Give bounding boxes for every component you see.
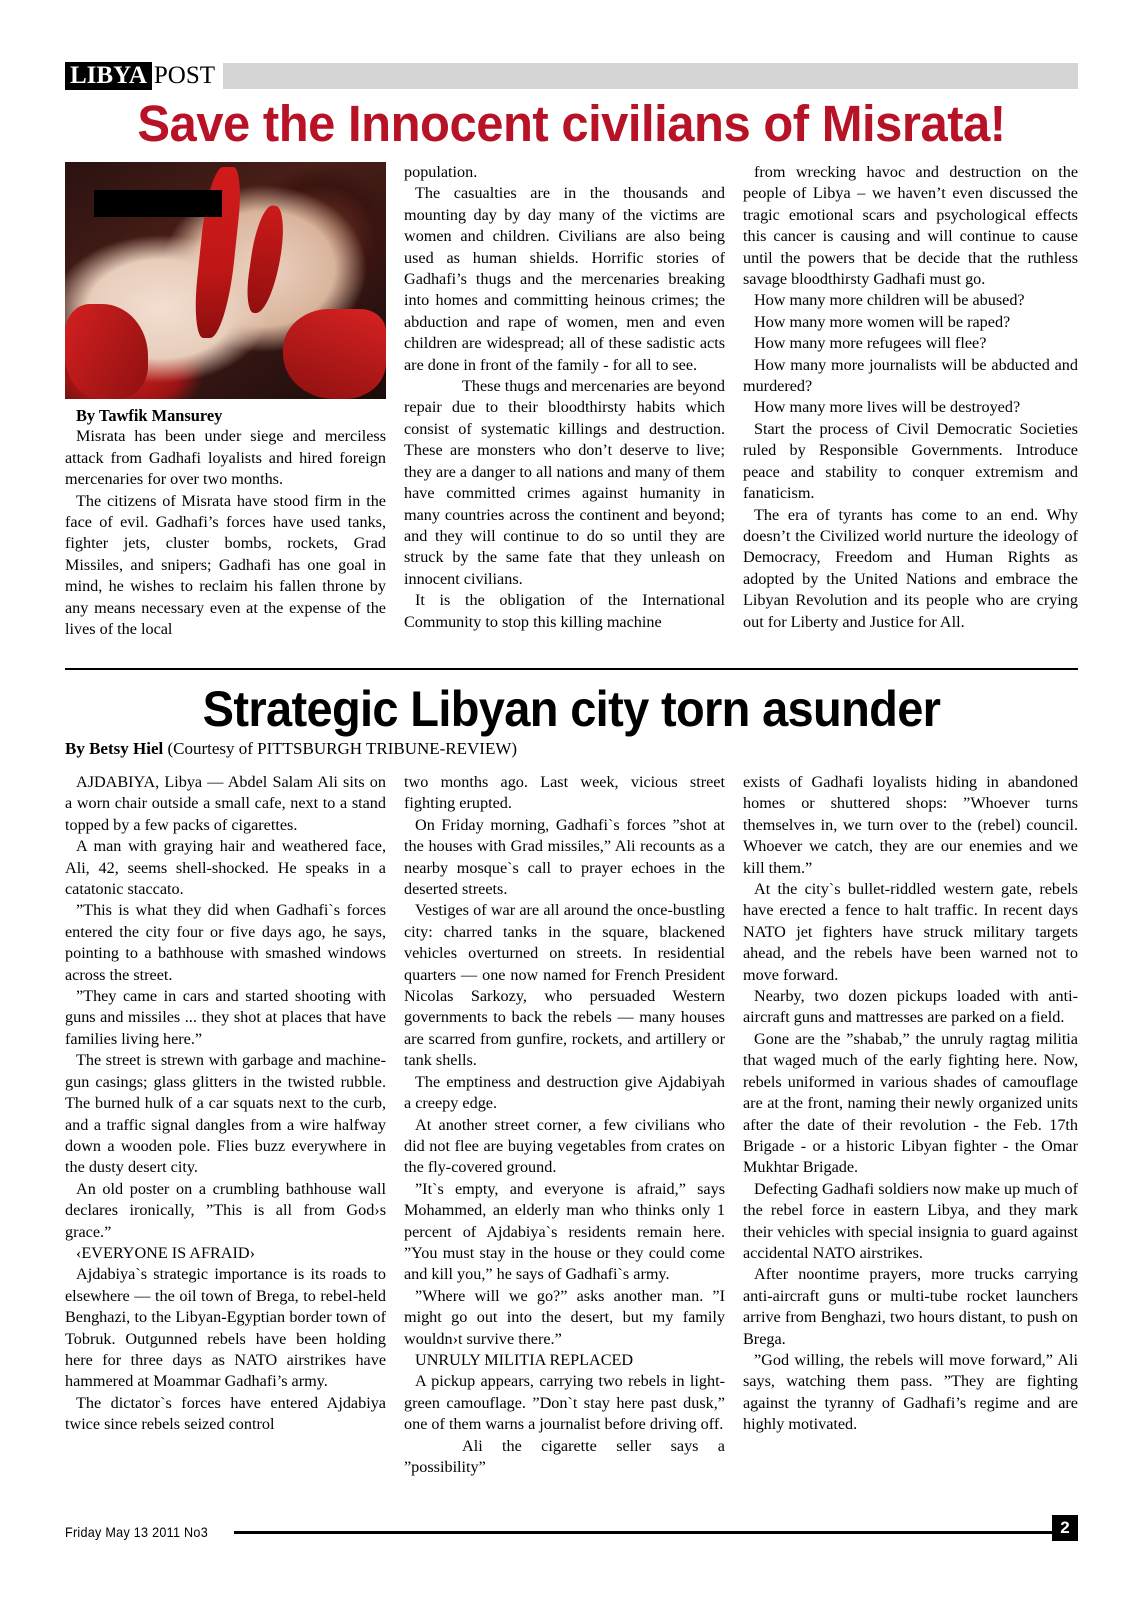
paragraph: How many more children will be abused? [754,291,1025,310]
second-article-column-2 [404,772,725,1478]
second-article-column-1 [65,772,386,1436]
paragraph: population. [404,163,478,181]
second-article [65,772,1078,1482]
paragraph: ”This is what they did when Gadhafi`s forces entered the city four or five days ago, he says, pointing to a bathhouse with smashed windows across the street. [65,901,386,984]
paragraph: How many more lives will be destroyed? [754,398,1021,417]
paragraph: The dictator`s forces have entered Ajdabiya twice since rebels seized control [65,1393,386,1434]
paragraph: At another street corner, a few civilians who did not flee are buying vegetables from crates on the fly-covered ground. [404,1115,725,1177]
paragraph: ”Where will we go?” asks another man. ”I might go out into the desert, but my family wouldn›t survive there.” [404,1286,725,1348]
paragraph: The casualties are in the thousands and mounting day by day many of the victims are women and children. Civilians are also being used as human shields. Horrific stories of Gadhafi’s thugs and the mercenaries breaking into homes and committing heinous crimes; the abduction and rape of women, men and even children are widespread; all of these sadistic acts are done in front of the family - for all to see. [404,184,725,374]
second-article-byline-author: By Betsy Hiel [65,739,164,758]
page-number-badge: 2 [1052,1515,1078,1541]
paragraph: two months ago. Last week, vicious street fighting erupted. [404,773,725,813]
paragraph: ”They came in cars and started shooting with guns and missiles ... they shot at places that have families living here.” [65,987,386,1048]
paragraph: Ajdabiya`s strategic importance is its roads to elsewhere — the oil town of Brega, to rebel-held Benghazi, to the Libyan-Egyptian border town of Tobruk. Outgunned rebels have been holding here for three days as NATO airstrikes have hammered at Moammar Gadhafi’s army. [65,1265,386,1391]
paragraph: These thugs and mercenaries are beyond repair due to their bloodthirsty habits which consist of systematic killings and destruction. These are monsters who don’t deserve to live; they are a danger to all nations and many of them have committed crimes against humanity in many countries across the continent and beyond; and they will continue to do so until they are struck by the same fate that they unleash on innocent civilians. [404,377,725,588]
photo-detail [283,309,386,399]
paragraph: Vestiges of war are all around the once-bustling city: charred tanks in the square, blackened vehicles overturned on streets. In residential quarters — one now named for French President Nicolas Sarkozy, who persuaded Western governments to back the rebels — many houses are scarred from gunfire, rockets, and artillery or tank shells. [404,901,725,1070]
section-subheading: ‹EVERYONE IS AFRAID› [76,1243,255,1262]
page-footer [65,1519,1078,1545]
section-subheading: UNRULY MILITIA REPLACED [415,1350,634,1369]
lead-headline: Save the Innocent civilians of Misrata! [137,95,1006,152]
footer-date-line: Friday May 13 2011 No3 [65,1524,208,1540]
paragraph: The citizens of Misrata have stood firm in the face of evil. Gadhafi’s forces have used tanks, fighter jets, cluster bombs, rockets, Grad Missiles, and snipers; Gadhafi has one goal in mind, he wishes to reclaim his fallen throne by any means necessary even at the expense of the lives of the local [65,491,386,639]
paragraph: exists of Gadhafi loyalists hiding in abandoned homes or shuttered shops: ”Whoever turns themselves in, we turn over to the (rebel) council. Whoever we catch, they are our enemies and we kill them.” [743,773,1078,877]
paragraph: from wrecking havoc and destruction on the people of Libya – we haven’t even discussed the tragic emotional scars and psychological effects this cancer is causing and will continue to cause until the powers that be decide that the ruthless savage bloodthirsty Gadhafi must go. [743,163,1078,289]
paragraph: At the city`s bullet-riddled western gate, rebels have erected a fence to halt traffic. In recent days NATO jet fighters have struck military targets ahead, and the rebels have been warned not to move forward. [743,880,1078,984]
paragraph: Defecting Gadhafi soldiers now make up much of the rebel force in eastern Libya, and they mark their vehicles with special insignia to guard against accidental NATO airstrikes. [743,1179,1078,1262]
lead-article-column-2 [404,162,725,633]
paragraph: Gone are the ”shabab,” the unruly ragtag militia that waged much of the early fighting here. Now, rebels uniformed in various shades of camouflage are at the front, naming their newly organized units after the date of their revolution - the Feb. 17th Brigade - or a historic Libyan fighter - the Omar Mukhtar Brigade. [743,1029,1078,1177]
paragraph: An old poster on a crumbling bathhouse wall declares ironically, ”This is all from God›s grace.” [65,1179,386,1241]
paragraph: How many more journalists will be abducted and murdered? [743,355,1078,396]
paragraph: ”It`s empty, and everyone is afraid,” says Mohammed, an elderly man who thinks only 1 percent of Ajdabiya`s residents remain here. ”You must stay in the house or they could come and kill you,” he says of Gadhafi`s army. [404,1179,725,1284]
lead-article-column-3 [743,162,1078,633]
paragraph: A pickup appears, carrying two rebels in light-green camouflage. ”Don`t stay here past dusk,” one of them warns a journalist before driving off. [404,1372,725,1434]
second-article-headline: Strategic Libyan city torn asunder [202,681,941,737]
paragraph: The emptiness and destruction give Ajdabiyah a creepy edge. [404,1072,725,1113]
paragraph: After noontime prayers, more trucks carrying anti-aircraft guns or multi-tube rocket launchers arrive from Benghazi, two hours distant, to push on Brega. [743,1265,1078,1348]
paragraph: Nearby, two dozen pickups loaded with anti-aircraft guns and mattresses are parked on a field. [743,987,1078,1027]
paragraph: Start the process of Civil Democratic Societies ruled by Responsible Governments. Introduce peace and stability to conquer extremism and fanaticism. [743,419,1078,503]
lead-article-byline: By Tawfik Mansurey [76,406,223,425]
paragraph: How many more refugees will flee? [754,334,987,353]
lead-article-column-1 [65,162,386,640]
photo-censor-bar [94,190,222,216]
paragraph: Ali the cigarette seller says a ”possibility” [404,1436,725,1476]
masthead-rule [223,63,1078,89]
paragraph: A man with graying hair and weathered face, Ali, 42, seems shell-shocked. He speaks in a catatonic staccato. [65,837,386,899]
footer-rule [234,1531,1052,1534]
paragraph: How many more women will be raped? [754,312,1011,331]
nameplate-post: POST [152,62,223,90]
second-article-byline-courtesy: (Courtesy of PITTSBURGH TRIBUNE-REVIEW) [167,739,518,758]
paragraph: Misrata has been under siege and merciless attack from Gadhafi loyalists and hired foreign mercenaries for over two months. [65,427,386,489]
nameplate-libya: LIBYA [65,62,152,90]
paragraph: ”God willing, the rebels will move forward,” Ali says, watching them pass. ”They are fighting against the tyranny of Gadhafi’s regime and are highly motivated. [743,1350,1078,1434]
section-divider [65,668,1078,670]
second-article-column-3 [743,772,1078,1436]
lead-article [65,162,1078,656]
paragraph: The street is strewn with garbage and machine-gun casings; glass glitters in the twisted rubble. The burned hulk of a car squats next to the curb, and a traffic signal dangles from a wire halfway down a wooden pole. Flies buzz everywhere in the dusty desert city. [65,1051,386,1177]
paragraph: On Friday morning, Gadhafi`s forces ”shot at the houses with Grad missiles,” Ali recounts as a nearby mosque`s call to prayer echoes in the deserted streets. [404,815,725,899]
masthead [65,62,1078,90]
paragraph: AJDABIYA, Libya — Abdel Salam Ali sits on a worn chair outside a small cafe, next to a stand topped by a few packs of cigarettes. [65,773,386,834]
paragraph: The era of tyrants has come to an end. Why doesn’t the Civilized world nurture the ideology of Democracy, Freedom and Human Rights as adopted by the United Nations and embrace the Libyan Revolution and its people who are crying out for Liberty and Justice for All. [743,505,1078,631]
lead-article-photo [65,162,386,399]
paragraph: It is the obligation of the International Community to stop this killing machine [404,591,725,631]
second-article-byline [65,738,1078,759]
